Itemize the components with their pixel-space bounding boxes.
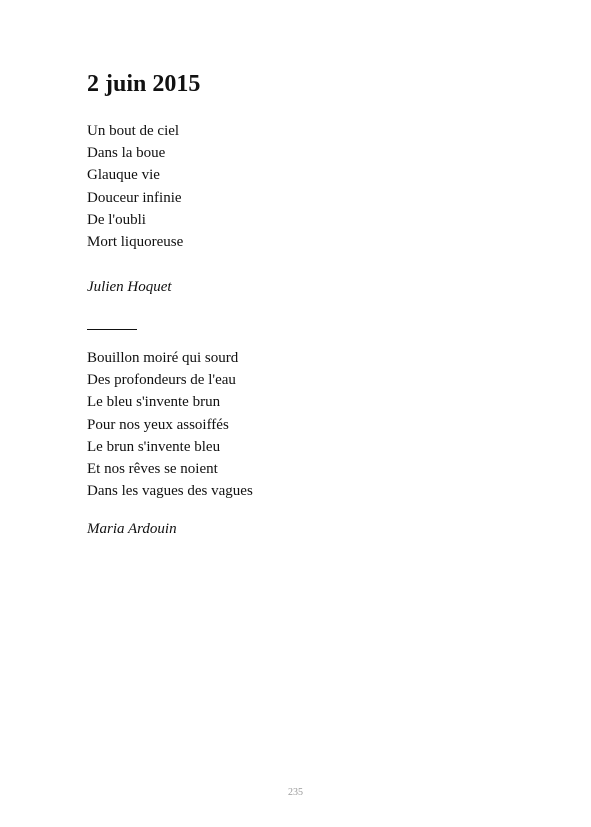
poem-line: Mort liquoreuse [87, 234, 184, 251]
poem-line: Des profondeurs de l'eau [87, 372, 236, 389]
poem-line: Pour nos yeux assoiffés [87, 416, 229, 433]
poem-line: Dans la boue [87, 145, 166, 162]
poem-line: Le brun s'invente bleu [87, 438, 221, 455]
section-separator [87, 329, 137, 330]
poem-author: Julien Hoquet [87, 279, 172, 295]
poem-author: Maria Ardouin [87, 521, 177, 537]
poem-line: Dans les vagues des vagues [87, 483, 253, 500]
poem-line: Bouillon moiré qui sourd [87, 350, 239, 366]
page-title: 2 juin 2015 [87, 71, 201, 97]
poem-line: Glauque vie [87, 167, 160, 184]
poem-1 [87, 120, 183, 253]
poem-line: De l'oubli [87, 211, 146, 228]
poem-line: Un bout de ciel [87, 123, 180, 139]
poem-line: Et nos rêves se noient [87, 461, 218, 478]
page-number: 235 [288, 787, 303, 798]
poem-line: Douceur infinie [87, 189, 182, 206]
poem-2 [87, 347, 253, 502]
poem-line: Le bleu s'invente brun [87, 394, 221, 411]
